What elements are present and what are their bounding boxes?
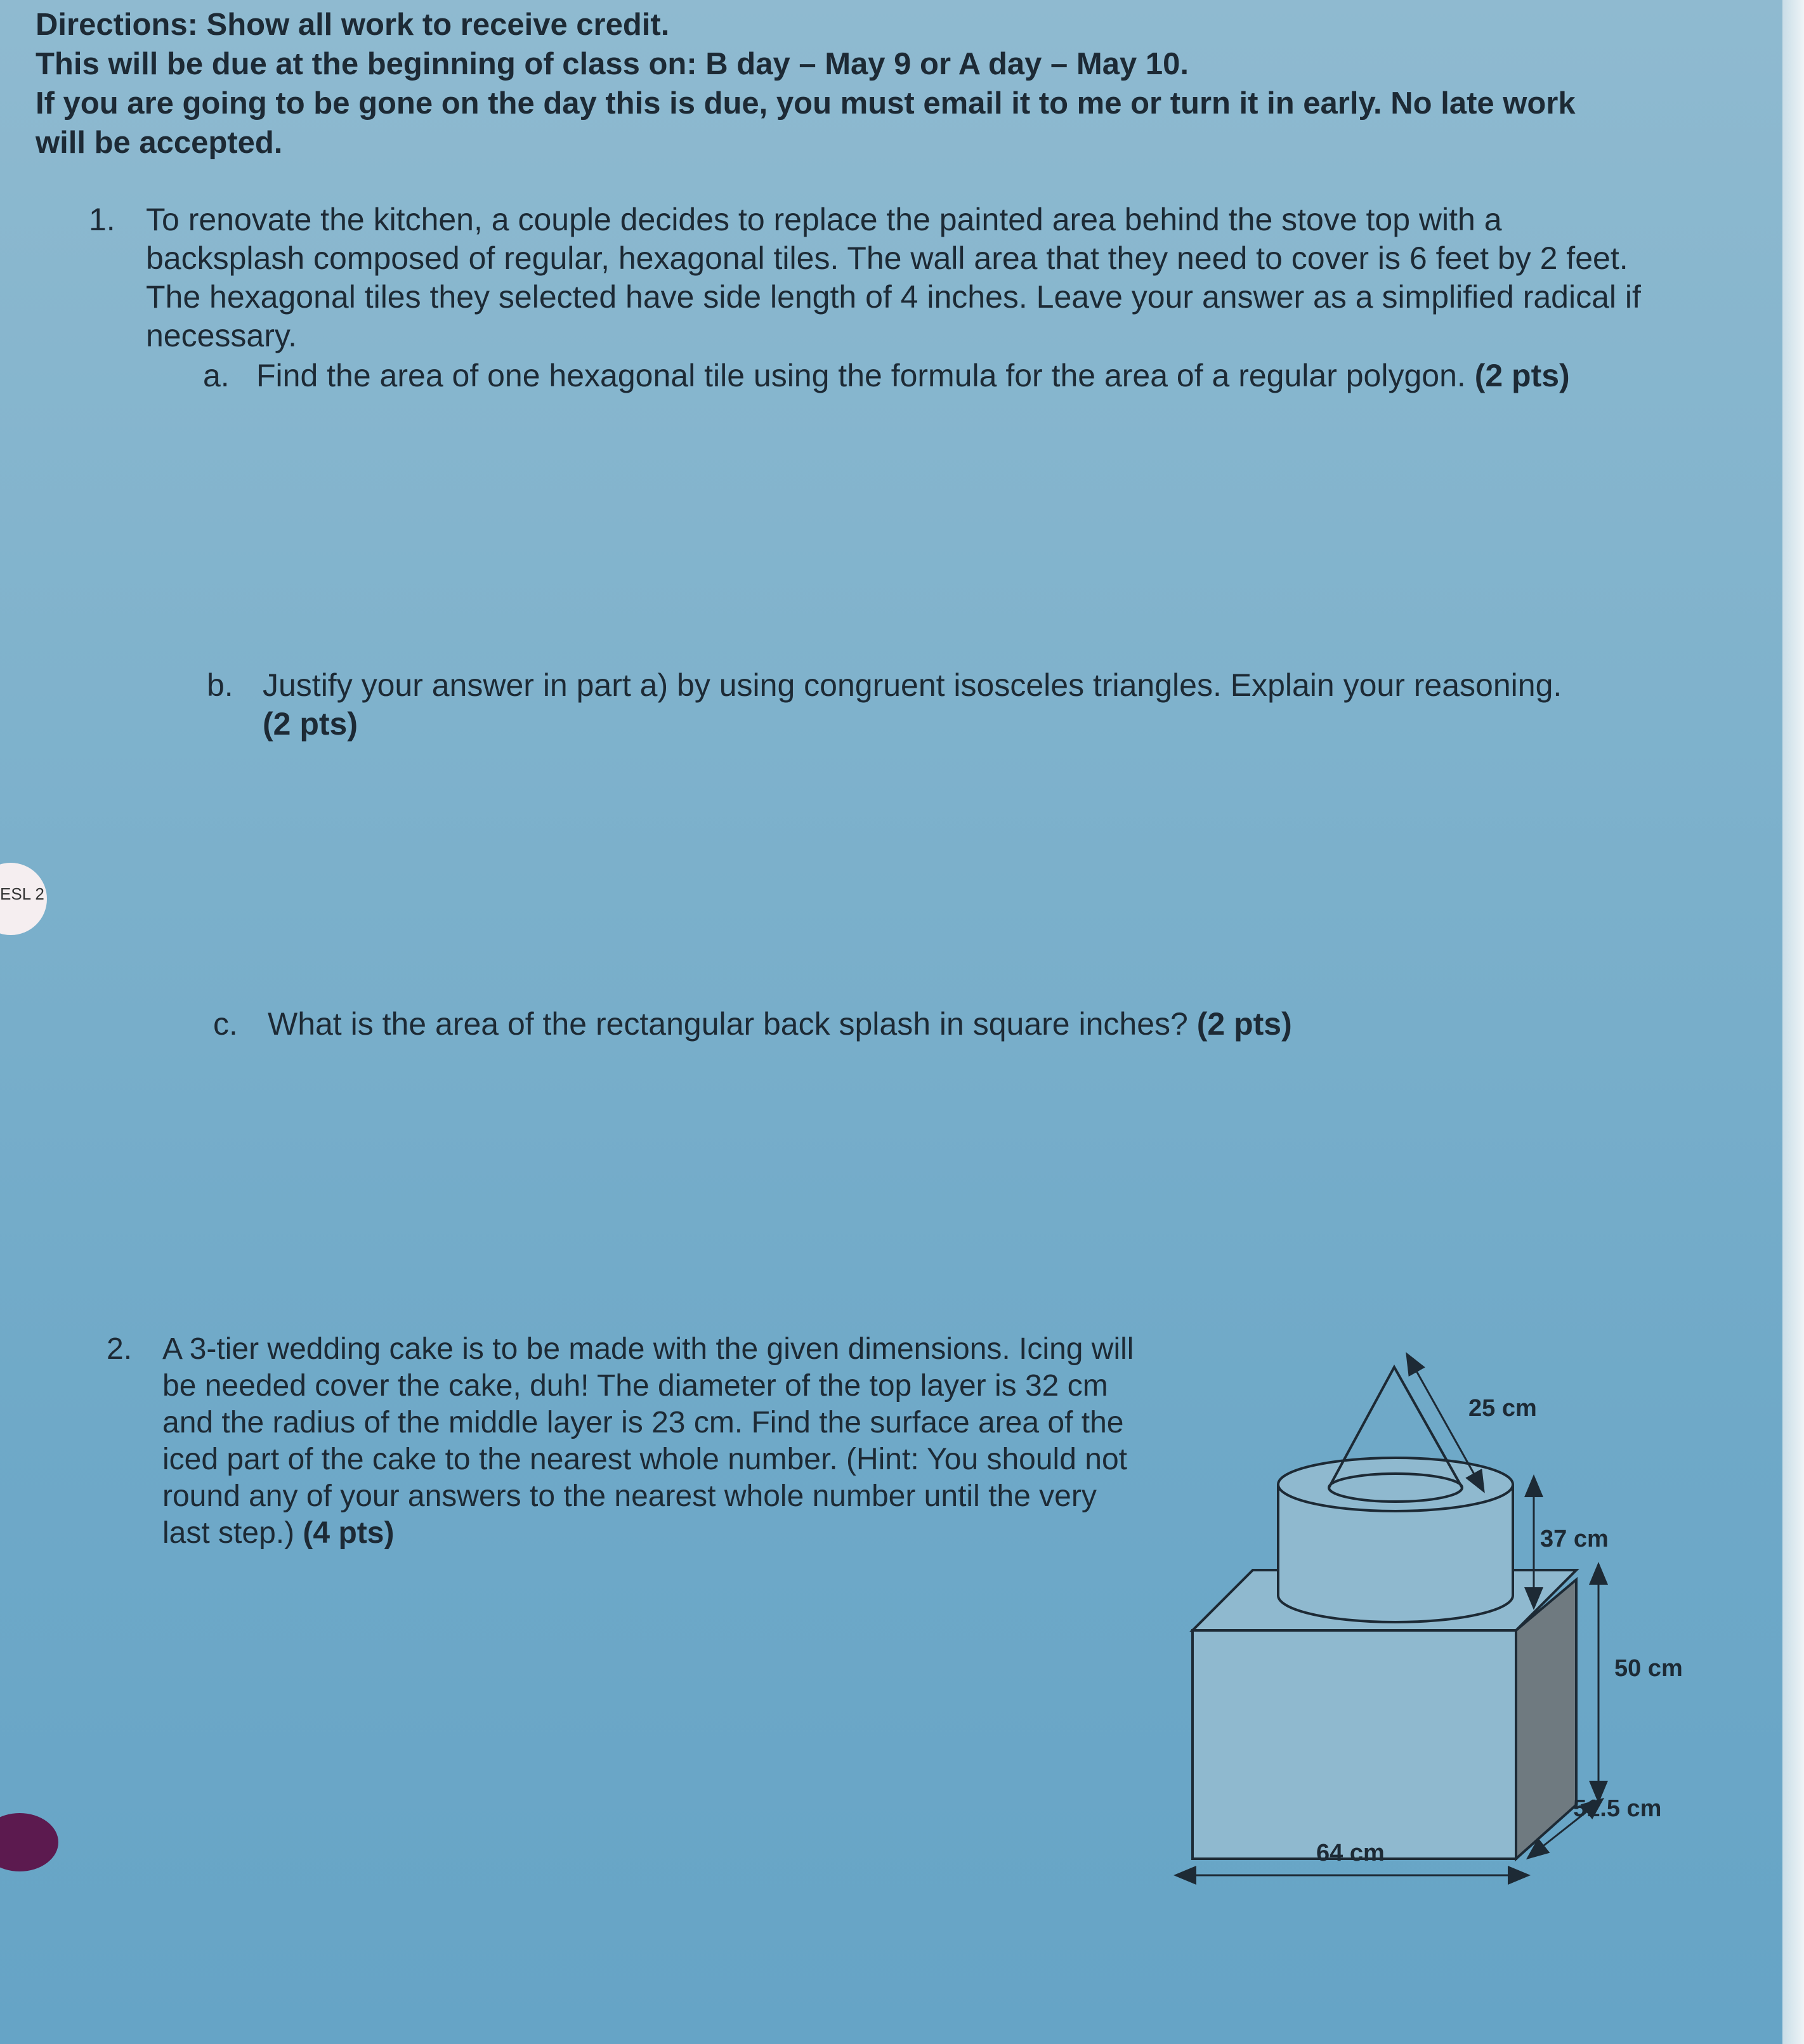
late-policy-line: If you are going to be gone on the day this is due, you must email it to me or turn it in early. No late work will be accepted. <box>36 86 1576 160</box>
question-2-number: 2. <box>107 1332 133 1366</box>
question-2-prompt <box>162 1331 1152 1552</box>
directions-header <box>36 5 1596 162</box>
part-a-points: (2 pts) <box>1474 358 1570 393</box>
part-a-label: a. <box>203 358 230 393</box>
part-a-text: Find the area of one hexagonal tile using the formula for the area of a regular polygon. <box>256 358 1466 393</box>
part-b-points: (2 pts) <box>263 706 358 742</box>
prism-width-label: 64 cm <box>1316 1840 1385 1866</box>
part-c-points: (2 pts) <box>1196 1006 1292 1042</box>
cylinder-top <box>1278 1458 1513 1511</box>
part-c-label: c. <box>213 1006 238 1042</box>
prism-front-face <box>1193 1630 1516 1859</box>
wedding-cake-diagram <box>1167 1345 1738 1903</box>
part-b-prompt <box>263 666 1683 744</box>
directions-line: Directions: Show all work to receive credit. <box>36 8 670 42</box>
part-b-text: Justify your answer in part a) by using congruent isosceles triangles. Explain your reasoning. <box>263 667 1562 703</box>
esl-sticker-text: ESL 2 <box>0 884 44 903</box>
cylinder-height-label: 37 cm <box>1540 1526 1609 1552</box>
question-1-text: To renovate the kitchen, a couple decides to replace the painted area behind the stove top with a backsplash composed of regular, hexagonal tiles. The wall area that they need to cover is 6 feet by 2 feet. The hexagonal tiles they selected have side length of 4 inches. Leave your answer as a simplified radical if necessary. <box>146 202 1641 353</box>
prism-height-label: 50 cm <box>1614 1655 1683 1682</box>
part-c-text: What is the area of the rectangular back splash in square inches? <box>268 1006 1188 1042</box>
cone-slant-label: 25 cm <box>1468 1395 1537 1422</box>
part-a-prompt <box>256 357 1690 395</box>
question-2-text: A 3-tier wedding cake is to be made with the given dimensions. Icing will be needed cover the cake, duh! The diameter of the top layer is 32 cm and the radius of the middle layer is 23 cm. Find the surface area of the iced part of the cake to the nearest whole number. (Hint: You should not round any of your answers to the nearest whole number until the very last step.) <box>162 1332 1134 1550</box>
esl-sticker <box>0 863 47 935</box>
prism-depth-label: 51.5 cm <box>1573 1795 1662 1822</box>
due-date-line: This will be due at the beginning of class on: B day – May 9 or A day – May 10. <box>36 47 1189 81</box>
question-1-number: 1. <box>89 202 115 237</box>
part-c-prompt <box>268 1005 1663 1044</box>
page-edge <box>1782 0 1804 2044</box>
question-2-points: (4 pts) <box>303 1516 395 1550</box>
purple-dot-sticker <box>0 1813 58 1871</box>
part-b-label: b. <box>207 667 233 703</box>
